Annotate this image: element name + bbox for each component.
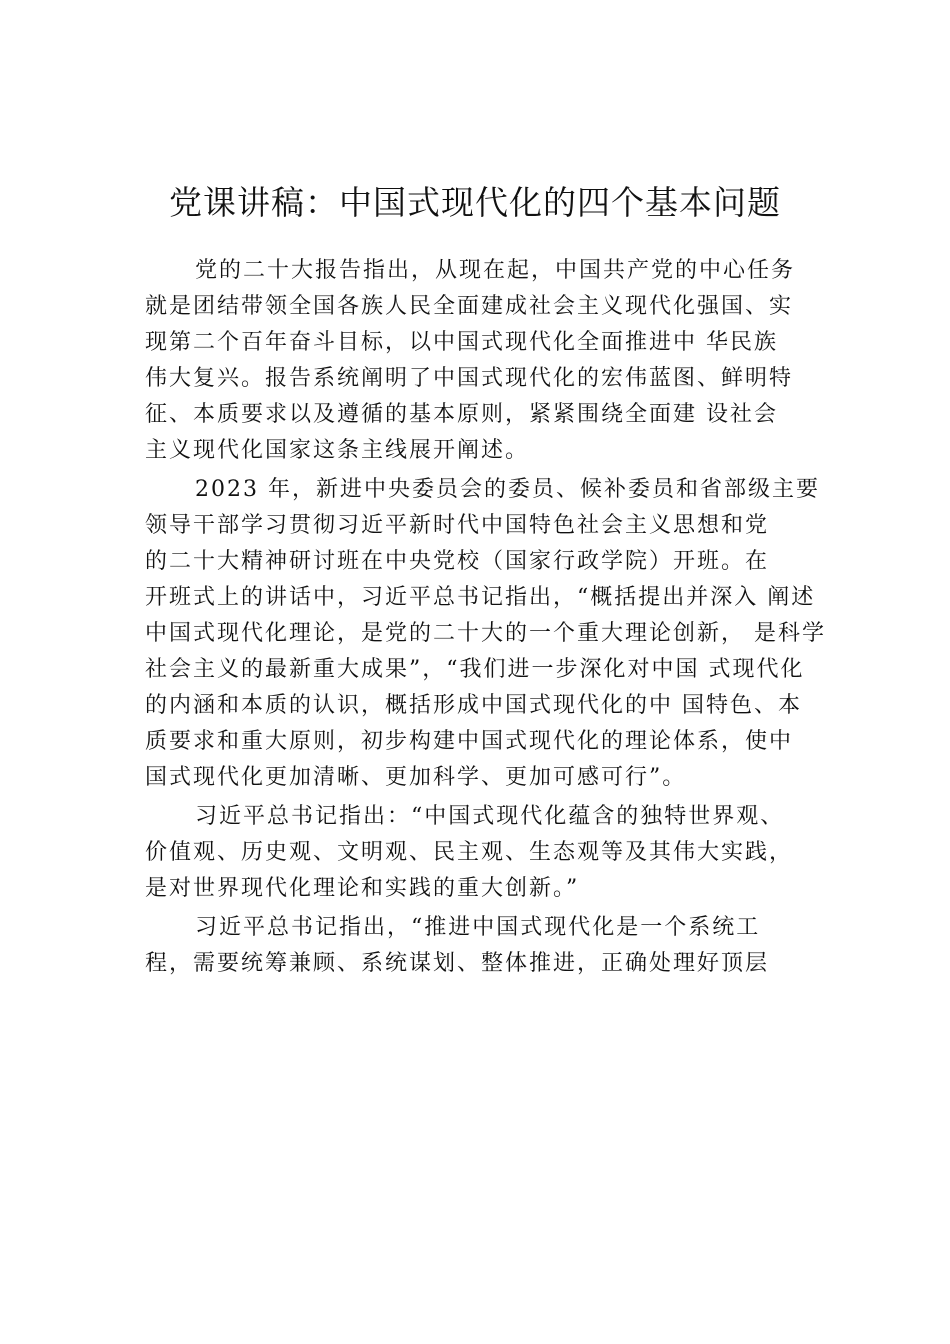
paragraph-line: 2023 年，新进中央委员会的委员、候补委员和省部级主要 bbox=[195, 477, 820, 502]
paragraph-line: 征、本质要求以及遵循的基本原则，紧紧围绕全面建 设社会 bbox=[145, 402, 778, 427]
paragraph-line: 主义现代化国家这条主线展开阐述。 bbox=[145, 438, 530, 463]
paragraph-1 bbox=[145, 253, 845, 469]
paragraph-line: 习近平总书记指出：“中国式现代化蕴含的独特世界观、 bbox=[195, 804, 785, 829]
paragraph-2 bbox=[145, 472, 845, 796]
document-title: 党课讲稿：中国式现代化的四个基本问题 bbox=[169, 183, 781, 223]
paragraph-line: 价值观、历史观、文明观、民主观、生态观等及其伟大实践， bbox=[145, 840, 794, 865]
paragraph-line: 社会主义的最新重大成果”，“我们进一步深化对中国 式现代化 bbox=[145, 657, 805, 682]
paragraph-line: 党的二十大报告指出，从现在起，中国共产党的中心任务 bbox=[195, 258, 796, 283]
paragraph-line: 伟大复兴。报告系统阐明了中国式现代化的宏伟蓝图、鲜明特 bbox=[145, 366, 794, 391]
paragraph-line: 的二十大精神研讨班在中央党校（国家行政学院）开班。在 bbox=[145, 549, 770, 574]
paragraph-line: 的内涵和本质的认识，概括形成中国式现代化的中 国特色、本 bbox=[145, 693, 802, 718]
paragraph-line: 中国式现代化理论，是党的二十大的一个重大理论创新， 是科学 bbox=[145, 621, 826, 646]
paragraph-line: 开班式上的讲话中，习近平总书记指出，“概括提出并深入 阐述 bbox=[145, 585, 816, 610]
paragraph-line: 质要求和重大原则，初步构建中国式现代化的理论体系，使中 bbox=[145, 729, 794, 754]
paragraph-line: 习近平总书记指出，“推进中国式现代化是一个系统工 bbox=[195, 915, 761, 940]
paragraph-line: 程，需要统筹兼顾、系统谋划、整体推进，正确处理好顶层 bbox=[145, 951, 770, 976]
paragraph-4 bbox=[145, 910, 845, 982]
paragraph-3 bbox=[145, 799, 845, 907]
paragraph-line: 国式现代化更加清晰、更加科学、更加可感可行”。 bbox=[145, 765, 687, 790]
paragraph-line: 就是团结带领全国各族人民全面建成社会主义现代化强国、实 bbox=[145, 294, 794, 319]
paragraph-line: 是对世界现代化理论和实践的重大创新。” bbox=[145, 876, 580, 901]
paragraph-line: 现第二个百年奋斗目标，以中国式现代化全面推进中 华民族 bbox=[145, 330, 778, 355]
paragraph-line: 领导干部学习贯彻习近平新时代中国特色社会主义思想和党 bbox=[145, 513, 770, 538]
document-body bbox=[145, 253, 845, 982]
